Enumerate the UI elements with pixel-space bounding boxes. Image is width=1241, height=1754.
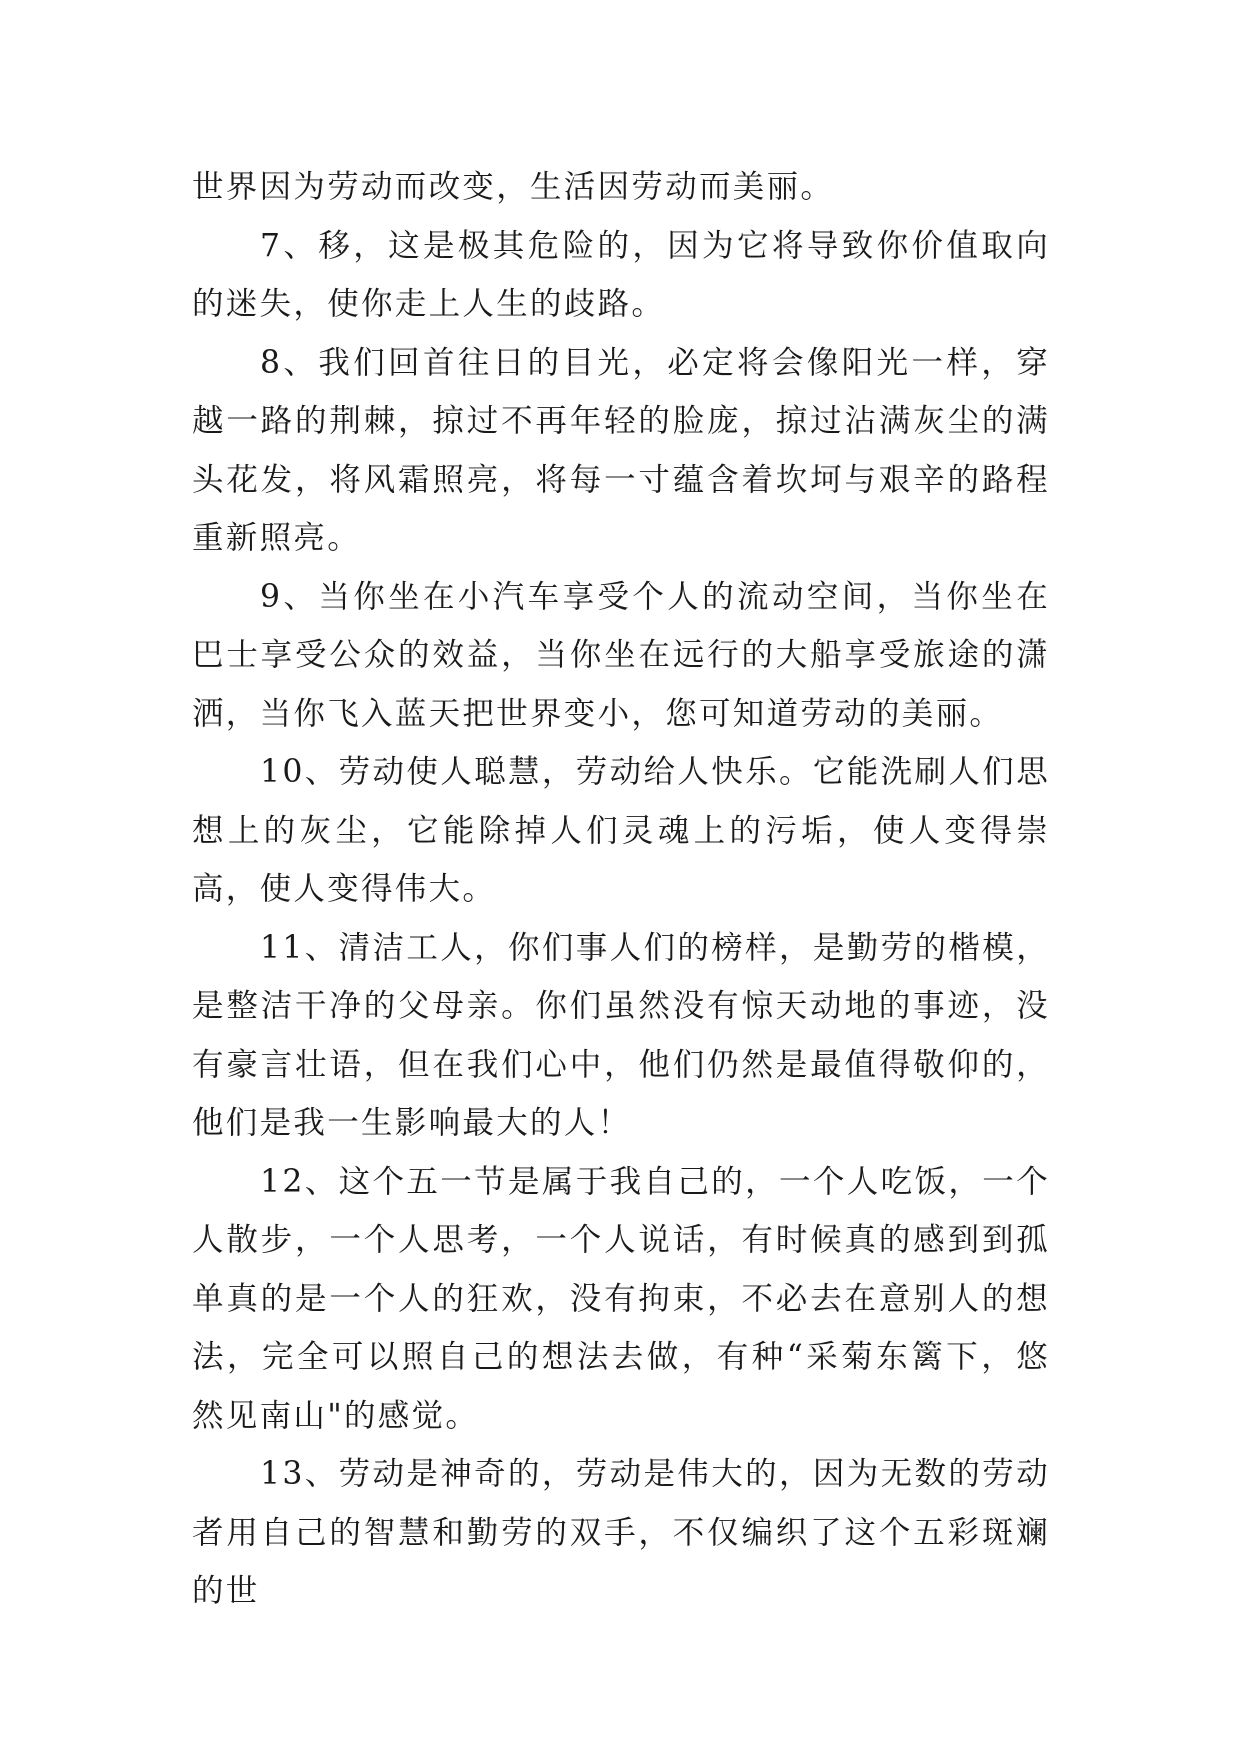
paragraph: 11、清洁工人，你们事人们的榜样，是勤劳的楷模，是整洁干净的父母亲。你们虽然没有惊天动地的事迹，没有豪言壮语，但在我们心中，他们仍然是最值得敬仰的，他们是我一生影响最大的人！ bbox=[192, 929, 1050, 1141]
paragraph: 10、劳动使人聪慧，劳动给人快乐。它能洗刷人们思想上的灰尘，它能除掉人们灵魂上的污垢，使人变得崇高，使人变得伟大。 bbox=[192, 754, 1050, 907]
paragraph: 世界因为劳动而改变，生活因劳动而美丽。 bbox=[192, 169, 835, 205]
paragraph: 12、这个五一节是属于我自己的，一个人吃饭，一个人散步，一个人思考，一个人说话，有时候真的感到到孤单真的是一个人的狂欢，没有拘束，不必去在意别人的想法，完全可以照自己的想法去做，有种“采菊东篱下，悠然见南山"的感觉。 bbox=[192, 1163, 1050, 1434]
paragraph: 9、当你坐在小汽车享受个人的流动空间，当你坐在巴士享受公众的效益，当你坐在远行的大船享受旅途的潇洒，当你飞入蓝天把世界变小，您可知道劳动的美丽。 bbox=[192, 578, 1050, 732]
paragraph: 13、劳动是神奇的，劳动是伟大的，因为无数的劳动者用自己的智慧和勤劳的双手，不仅编织了这个五彩斑斓的世 bbox=[192, 1456, 1050, 1609]
document-body bbox=[192, 158, 1050, 1621]
paragraph: 7、移，这是极其危险的，因为它将导致你价值取向的迷失，使你走上人生的歧路。 bbox=[192, 227, 1050, 322]
paragraph: 8、我们回首往日的目光，必定将会像阳光一样，穿越一路的荆棘，掠过不再年轻的脸庞，掠过沾满灰尘的满头花发，将风霜照亮，将每一寸蕴含着坎坷与艰辛的路程重新照亮。 bbox=[192, 344, 1050, 556]
